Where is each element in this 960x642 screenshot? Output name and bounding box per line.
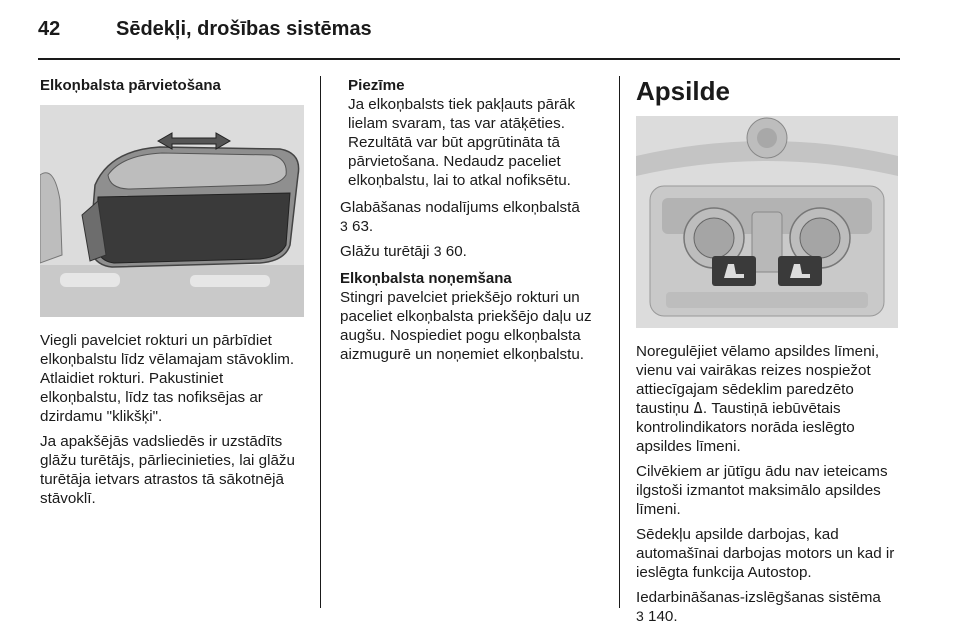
column-3 (636, 76, 908, 632)
chapter-title: Sēdekļi, drošības sistēmas (116, 18, 372, 40)
start-stop-page-ref[interactable]: 140. (648, 608, 678, 625)
column-divider-1 (320, 76, 321, 608)
header-rule (38, 58, 900, 60)
column-2 (340, 76, 610, 370)
storage-page-ref[interactable]: 63. (352, 218, 374, 235)
start-stop-text: Iedarbināšanas-izslēgšanas sistēma (636, 589, 881, 606)
note-text: Ja elkoņbalsts tiek pakļauts pārāk lielam svaram, tas var atāķēties. Rezultātā var būt apgrūtināta tā pārvietošana. Nedaudz paceliet elkoņbalstu, lai to atkal nofiksētu. (348, 96, 576, 189)
cup-holder-text: Glāžu turētāji (340, 243, 430, 260)
start-stop-reference (636, 588, 908, 626)
page-number: 42 (38, 18, 61, 40)
page-ref-arrow-icon: 3 (340, 218, 348, 234)
note-block (340, 76, 610, 190)
storage-reference (340, 198, 610, 236)
heating-adjust-text: Noregulējiet vēlamo apsildes līmeni, vienu vai vairākas reizes nospiežot attiecīgajam sēdeklim paredzēto taustiņu ߡ. Taustiņā iebūvētais kontrolindikators norāda ieslēgto apsildes līmeni. (636, 343, 880, 455)
sensitive-skin-text: Cilvēkiem ar jūtīgu ādu nav ieteicams ilgstoši izmantot maksimālo apsildes līmeni. (636, 463, 888, 518)
page-ref-arrow-icon: 3 (636, 608, 644, 624)
note-title: Piezīme (348, 77, 405, 94)
armrest-removal-heading: Elkoņbalsta noņemšana (340, 270, 512, 287)
page-ref-arrow-icon: 3 (433, 243, 442, 259)
section-title: Apsilde (636, 76, 730, 106)
cup-holder-rail-text: Ja apakšējās vadsliedēs ir uzstādīts glāžu turētājs, pārliecinieties, lai glāžu turētāja ietvars atrastos tā sākotnējā stāvoklī. (40, 433, 295, 507)
heating-operation-text: Sēdekļu apsilde darbojas, kad automašīnai darbojas motors un kad ir ieslēgta funkcija Autostop. (636, 526, 895, 581)
heating-panel-illustration (636, 116, 898, 328)
column-divider-2 (619, 76, 620, 608)
storage-text: Glabāšanas nodalījums elkoņbalstā (340, 199, 580, 216)
column-1 (40, 76, 306, 514)
cup-holder-page-ref[interactable]: 60. (445, 243, 467, 260)
armrest-move-text: Viegli pavelciet rokturi un pārbīdiet elkoņbalstu līdz vēlamajam stāvoklim. Atlaidiet rokturi. Pakustiniet elkoņbalstu, līdz tas nofiksējas ar dzirdamu "klikšķi". (40, 332, 295, 425)
armrest-removal-text: Stingri pavelciet priekšējo rokturi un paceliet elkoņbalsta priekšējo daļu uz augšu. Nospiediet pogu elkoņbalsta aizmugurē un noņemiet elkoņbalstu. (340, 289, 592, 363)
armrest-move-heading: Elkoņbalsta pārvietošana (40, 77, 221, 94)
armrest-illustration (40, 105, 304, 317)
cup-holder-reference (340, 242, 610, 261)
